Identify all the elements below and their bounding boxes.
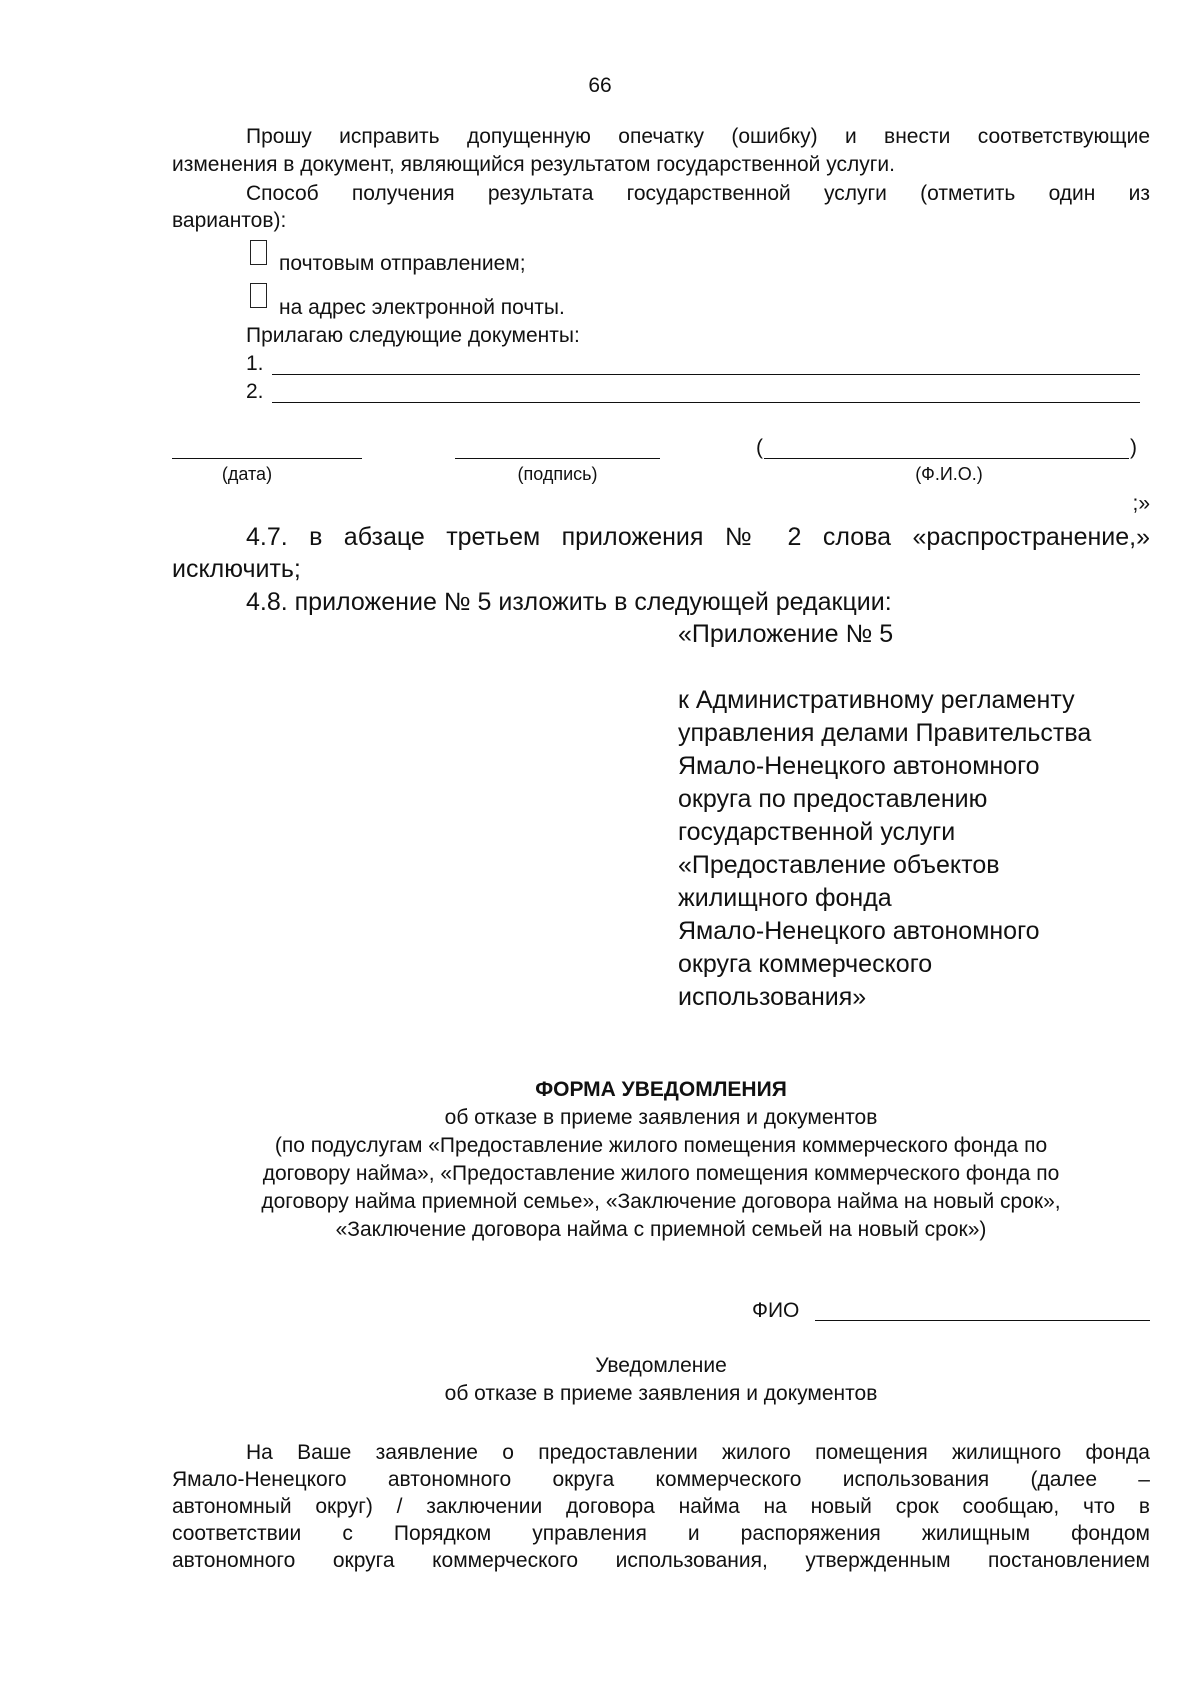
closing-quote: ;»: [1132, 492, 1150, 515]
notice-body-line: Ямало-Ненецкого автономного округа коммерческого использования (далее –: [172, 1468, 1150, 1491]
request-text-line-2: изменения в документ, являющийся результатом государственной услуги.: [172, 153, 895, 176]
attach-item-2: 2.: [246, 380, 264, 403]
appendix-line: «Предоставление объектов: [678, 851, 1000, 879]
signature-line[interactable]: [455, 458, 660, 459]
amendment-4-7-line-2: исключить;: [172, 555, 301, 583]
appendix-line: управления делами Правительства: [678, 719, 1092, 747]
attach-item-1: 1.: [246, 352, 264, 375]
form-subtitle-line: (по подуслугам «Предоставление жилого помещения коммерческого фонда по: [274, 1134, 1048, 1157]
appendix-title: «Приложение № 5: [678, 620, 894, 648]
appendix-line: жилищного фонда: [678, 884, 892, 912]
attach-line-2[interactable]: [272, 402, 1140, 403]
form-subtitle-line: договору найма», «Предоставление жилого помещения коммерческого фонда по: [262, 1162, 1060, 1185]
option-email-label: на адрес электронной почты.: [279, 296, 565, 319]
option-post-label: почтовым отправлением;: [279, 252, 526, 275]
appendix-line: Ямало-Ненецкого автономного: [678, 752, 1040, 780]
amendment-4-8: 4.8. приложение № 5 изложить в следующей редакции:: [246, 588, 892, 616]
checkbox-post[interactable]: [250, 240, 267, 265]
form-subtitle-line: «Заключение договора найма с приемной семьей на новый срок»): [335, 1218, 987, 1241]
fio-label: ФИО: [752, 1299, 800, 1322]
notice-body-line: соответствии с Порядком управления и распоряжения жилищным фондом: [172, 1522, 1150, 1545]
attach-label: Прилагаю следующие документы:: [246, 324, 580, 347]
amendment-4-7-line-1: 4.7. в абзаце третьем приложения № 2 слова «распространение,»: [246, 523, 1150, 551]
date-caption: (дата): [221, 464, 273, 484]
form-title: ФОРМА УВЕДОМЛЕНИЯ: [535, 1078, 787, 1101]
fio-close-paren: ): [1130, 436, 1137, 459]
signature-caption: (подпись): [517, 464, 598, 484]
notice-title: Уведомление: [595, 1354, 727, 1377]
method-text-line-1: Способ получения результата государственной услуги (отметить один из: [246, 182, 1150, 205]
form-subtitle-line: договору найма приемной семье», «Заключение договора найма на новый срок»,: [261, 1190, 1061, 1213]
fio-caption: (Ф.И.О.): [915, 464, 983, 484]
fio-line[interactable]: [764, 458, 1129, 459]
date-line[interactable]: [172, 458, 362, 459]
notice-body-line: автономного округа коммерческого использования, утвержденным постановлением: [172, 1549, 1150, 1572]
notice-body-line: автономный округ) / заключении договора найма на новый срок сообщаю, что в: [172, 1495, 1150, 1518]
form-subtitle-line: об отказе в приеме заявления и документов: [444, 1106, 878, 1129]
appendix-line: использования»: [678, 983, 867, 1011]
page-number: 66: [588, 74, 612, 97]
appendix-line: округа по предоставлению: [678, 785, 988, 813]
checkbox-email[interactable]: [250, 283, 267, 308]
attach-line-1[interactable]: [272, 374, 1140, 375]
appendix-line: к Административному регламенту: [678, 686, 1075, 714]
appendix-line: Ямало-Ненецкого автономного: [678, 917, 1040, 945]
method-text-line-2: вариантов):: [172, 209, 287, 232]
appendix-line: государственной услуги: [678, 818, 956, 846]
notice-body-line: На Ваше заявление о предоставлении жилого помещения жилищного фонда: [246, 1441, 1150, 1464]
appendix-line: округа коммерческого: [678, 950, 933, 978]
fio-field-line[interactable]: [815, 1320, 1150, 1321]
request-text-line-1: Прошу исправить допущенную опечатку (ошибку) и внести соответствующие: [246, 125, 1150, 148]
notice-subtitle: об отказе в приеме заявления и документов: [444, 1382, 878, 1405]
fio-open-paren: (: [756, 436, 763, 459]
